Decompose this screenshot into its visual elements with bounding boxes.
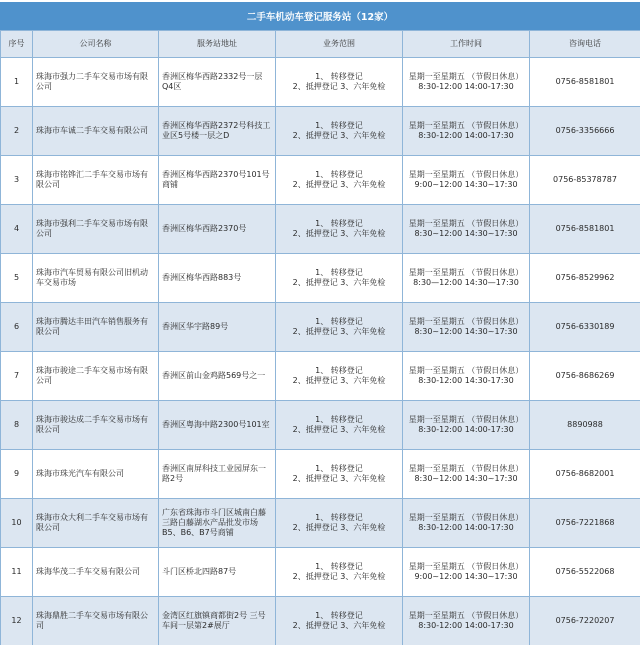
cell-scope: 1、 转移登记 2、抵押登记 3、六年免检 [276,401,403,450]
cell-scope: 1、 转移登记 2、抵押登记 3、六年免检 [276,303,403,352]
cell-number: 5 [1,254,33,303]
cell-hours: 星期一至星期五 （节假日休息） 8:30~12:00 14:30~17:30 [403,450,530,499]
cell-number: 3 [1,156,33,205]
cell-phone: 0756-8581801 [530,58,640,107]
cell-company: 珠海市铭铧汇二手车交易市场有限公司 [33,156,159,205]
cell-number: 8 [1,401,33,450]
table-row [1,352,640,401]
cell-company: 珠海市车诚二手车交易有限公司 [33,107,159,156]
cell-address: 香洲区华宇路89号 [159,303,276,352]
cell-scope: 1、 转移登记 2、抵押登记 3、六年免检 [276,597,403,645]
table-row [1,205,640,254]
table-row [1,499,640,548]
cell-company: 珠海市骏途二手车交易市场有限公司 [33,352,159,401]
cell-number: 2 [1,107,33,156]
header-phone: 咨询电话 [530,31,640,58]
cell-phone: 0756-8529962 [530,254,640,303]
header-hours: 工作时间 [403,31,530,58]
table-row [1,254,640,303]
cell-phone: 8890988 [530,401,640,450]
cell-company: 珠海市腾达丰田汽车销售服务有限公司 [33,303,159,352]
table-row [1,156,640,205]
cell-hours: 星期一至星期五 （节假日休息） 8:30-12:00 14:00-17:30 [403,597,530,645]
cell-scope: 1、 转移登记 2、抵押登记 3、六年免检 [276,254,403,303]
cell-number: 1 [1,58,33,107]
cell-company: 珠海市骏达成二手车交易市场有限公司 [33,401,159,450]
table-row [1,401,640,450]
cell-phone: 0756-8682001 [530,450,640,499]
cell-number: 10 [1,499,33,548]
cell-hours: 星期一至星期五 （节假日休息） 8:30-12:00 14:00-17:30 [403,499,530,548]
cell-scope: 1、 转移登记 2、抵押登记 3、六年免检 [276,156,403,205]
cell-hours: 星期一至星期五 （节假日休息） 8:30-12:00 14:00-17:30 [403,401,530,450]
cell-hours: 星期一至星期五 （节假日休息） 8:30~12:00 14:30~17:30 [403,205,530,254]
cell-phone: 0756-3356666 [530,107,640,156]
cell-phone: 0756-6330189 [530,303,640,352]
header-address: 服务站地址 [159,31,276,58]
cell-number: 7 [1,352,33,401]
cell-phone: 0756-5522068 [530,548,640,597]
cell-number: 6 [1,303,33,352]
table-row [1,107,640,156]
table-row [1,450,640,499]
cell-address: 香洲区梅华西路2370号101号商铺 [159,156,276,205]
cell-company: 珠海市众大利二手车交易市场有限公司 [33,499,159,548]
cell-company: 珠海市汽车贸易有限公司旧机动车交易市场 [33,254,159,303]
cell-company: 珠海鼎胜二手车交易市场有限公司 [33,597,159,645]
cell-address: 香洲区粤海中路2300号101室 [159,401,276,450]
table-row [1,58,640,107]
header-scope: 业务范围 [276,31,403,58]
cell-hours: 星期一至星期五 （节假日休息） 8:30-12:00 14:00-17:30 [403,58,530,107]
cell-scope: 1、 转移登记 2、抵押登记 3、六年免检 [276,205,403,254]
table-row [1,303,640,352]
service-station-table [0,30,640,645]
cell-hours: 星期一至星期五 （节假日休息） 8:30—12:00 14:30—17:30 [403,254,530,303]
cell-hours: 星期一至星期五 （节假日休息） 8:30-12:00 14:30-17:30 [403,352,530,401]
cell-phone: 0756-7221868 [530,499,640,548]
cell-company: 珠海市珠光汽车有限公司 [33,450,159,499]
cell-phone: 0756-8581801 [530,205,640,254]
cell-scope: 1、 转移登记 2、抵押登记 3、六年免检 [276,499,403,548]
cell-company: 珠海市强利二手车交易市场有限公司 [33,205,159,254]
cell-hours: 星期一至星期五 （节假日休息） 8:30~12:00 14:30~17:30 [403,303,530,352]
cell-phone: 0756-7220207 [530,597,640,645]
cell-company: 珠海市强力二手车交易市场有限公司 [33,58,159,107]
cell-address: 金湾区红旗镇商都街2号 三号车间一层第2#展厅 [159,597,276,645]
cell-number: 12 [1,597,33,645]
cell-scope: 1、 转移登记 2、抵押登记 3、六年免检 [276,450,403,499]
cell-address: 香洲区南屏科技工业园屏东一路2号 [159,450,276,499]
cell-address: 香洲区梅华西路2332号一层Q4区 [159,58,276,107]
table-row [1,597,640,645]
cell-phone: 0756-85378787 [530,156,640,205]
cell-hours: 星期一至星期五 （节假日休息） 9:00~12:00 14:30~17:30 [403,548,530,597]
cell-number: 4 [1,205,33,254]
cell-address: 香洲区梅华西路883号 [159,254,276,303]
cell-hours: 星期一至星期五 （节假日休息） 9:00~12:00 14:30~17:30 [403,156,530,205]
cell-number: 11 [1,548,33,597]
table-row [1,548,640,597]
header-number: 序号 [1,31,33,58]
cell-scope: 1、 转移登记 2、抵押登记 3、六年免检 [276,548,403,597]
cell-scope: 1、 转移登记 2、抵押登记 3、六年免检 [276,107,403,156]
cell-address: 香洲区梅华西路2372号科技工业区5号楼一层之D [159,107,276,156]
cell-number: 9 [1,450,33,499]
cell-scope: 1、 转移登记 2、抵押登记 3、六年免检 [276,58,403,107]
cell-address: 广东省珠海市斗门区城南白藤三路白藤湖水产品批发市场B5、B6、B7号商铺 [159,499,276,548]
cell-hours: 星期一至星期五 （节假日休息） 8:30-12:00 14:00-17:30 [403,107,530,156]
cell-address: 斗门区桥北四路87号 [159,548,276,597]
cell-address: 香洲区梅华西路2370号 [159,205,276,254]
table-title: 二手车机动车登记服务站（12家） [0,2,640,30]
table-header-row [1,31,640,58]
header-company: 公司名称 [33,31,159,58]
cell-phone: 0756-8686269 [530,352,640,401]
cell-company: 珠海华茂二手车交易有限公司 [33,548,159,597]
cell-address: 香洲区前山金鸡路569号之一 [159,352,276,401]
cell-scope: 1、 转移登记 2、抵押登记 3、六年免检 [276,352,403,401]
